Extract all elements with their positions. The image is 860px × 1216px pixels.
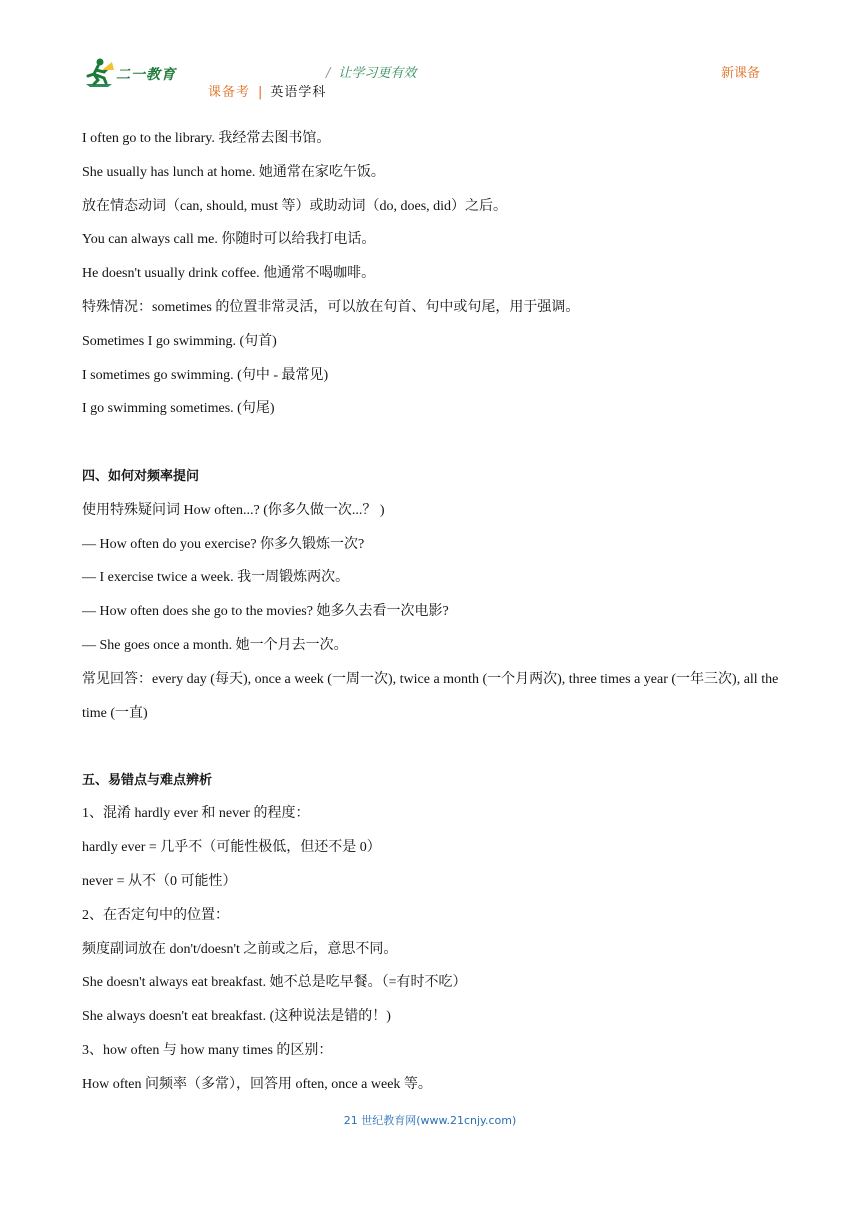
subline-separator: | (258, 85, 263, 100)
text-line: hardly ever = 几乎不（可能性极低，但还不是 0） (82, 840, 381, 856)
slogan-slash: / (326, 66, 331, 81)
subject-line (208, 81, 326, 100)
slogan-text: 让学习更有效 (338, 66, 417, 81)
text-line: 2、在否定句中的位置： (82, 907, 229, 923)
text-line: — How often do you exercise? 你多久锻炼一次? (82, 536, 365, 552)
document-body (82, 128, 782, 1108)
text-line: I often go to the library. 我经常去图书馆。 (82, 131, 331, 146)
text-line: Sometimes I go swimming. (句首) (82, 333, 277, 349)
text-line: You can always call me. 你随时可以给我打电话。 (82, 232, 376, 248)
logo (82, 56, 192, 90)
new-course-label: 新课备 (721, 66, 761, 81)
text-line: I sometimes go swimming. (句中 - 最常见) (82, 367, 329, 383)
text-line: She usually has lunch at home. 她通常在家吃午饭。 (82, 164, 385, 180)
text-line: 3、how often 与 how many times 的区别： (82, 1042, 333, 1058)
text-line: How often 问频率（多常），回答用 often, once a week 等。 (82, 1076, 432, 1092)
text-line: 1、混淆 hardly ever 和 never 的程度： (82, 806, 310, 822)
subline-left: 课备考 (208, 85, 251, 100)
text-line: 使用特殊疑问词 How often...? (你多久做一次...？ ) (82, 502, 385, 518)
text-line: never = 从不（0 可能性） (82, 873, 237, 889)
runner-logo-icon (82, 56, 116, 90)
text-line: 频度副词放在 don't/doesn't 之前或之后，意思不同。 (82, 941, 398, 957)
text-line: — She goes once a month. 她一个月去一次。 (82, 637, 348, 653)
text-line: She always doesn't eat breakfast. (这种说法是错的！) (82, 1009, 391, 1025)
subline-right: 英语学科 (270, 85, 327, 100)
text-line: 放在情态动词（can, should, must 等）或助动词（do, does, did）之后。 (82, 198, 508, 214)
text-line: I go swimming sometimes. (句尾) (82, 401, 275, 417)
text-line: 特殊情况：sometimes 的位置非常灵活，可以放在句首、句中或句尾，用于强调。 (82, 299, 580, 315)
text-line: — I exercise twice a week. 我一周锻炼两次。 (82, 570, 350, 586)
section-heading: 五、易错点与难点辨析 (82, 772, 213, 788)
page-footer: 21 世纪教育网(www.21cnjy.com) (343, 1114, 517, 1127)
text-paragraph: 常见回答：every day (每天), once a week (一周一次), twice a month (一个月两次), three times a year (一年三次), all the time (一直) (82, 671, 779, 721)
text-line: He doesn't usually drink coffee. 他通常不喝咖啡。 (82, 266, 376, 282)
section-heading: 四、如何对频率提问 (82, 468, 200, 484)
page-header (0, 0, 860, 110)
text-line: — How often does she go to the movies? 她多久去看一次电影? (82, 604, 449, 620)
logo-text: 二一教育 (116, 67, 176, 83)
text-line: She doesn't always eat breakfast. 她不总是吃早餐。（=有时不吃） (82, 975, 467, 991)
slogan (326, 62, 416, 81)
